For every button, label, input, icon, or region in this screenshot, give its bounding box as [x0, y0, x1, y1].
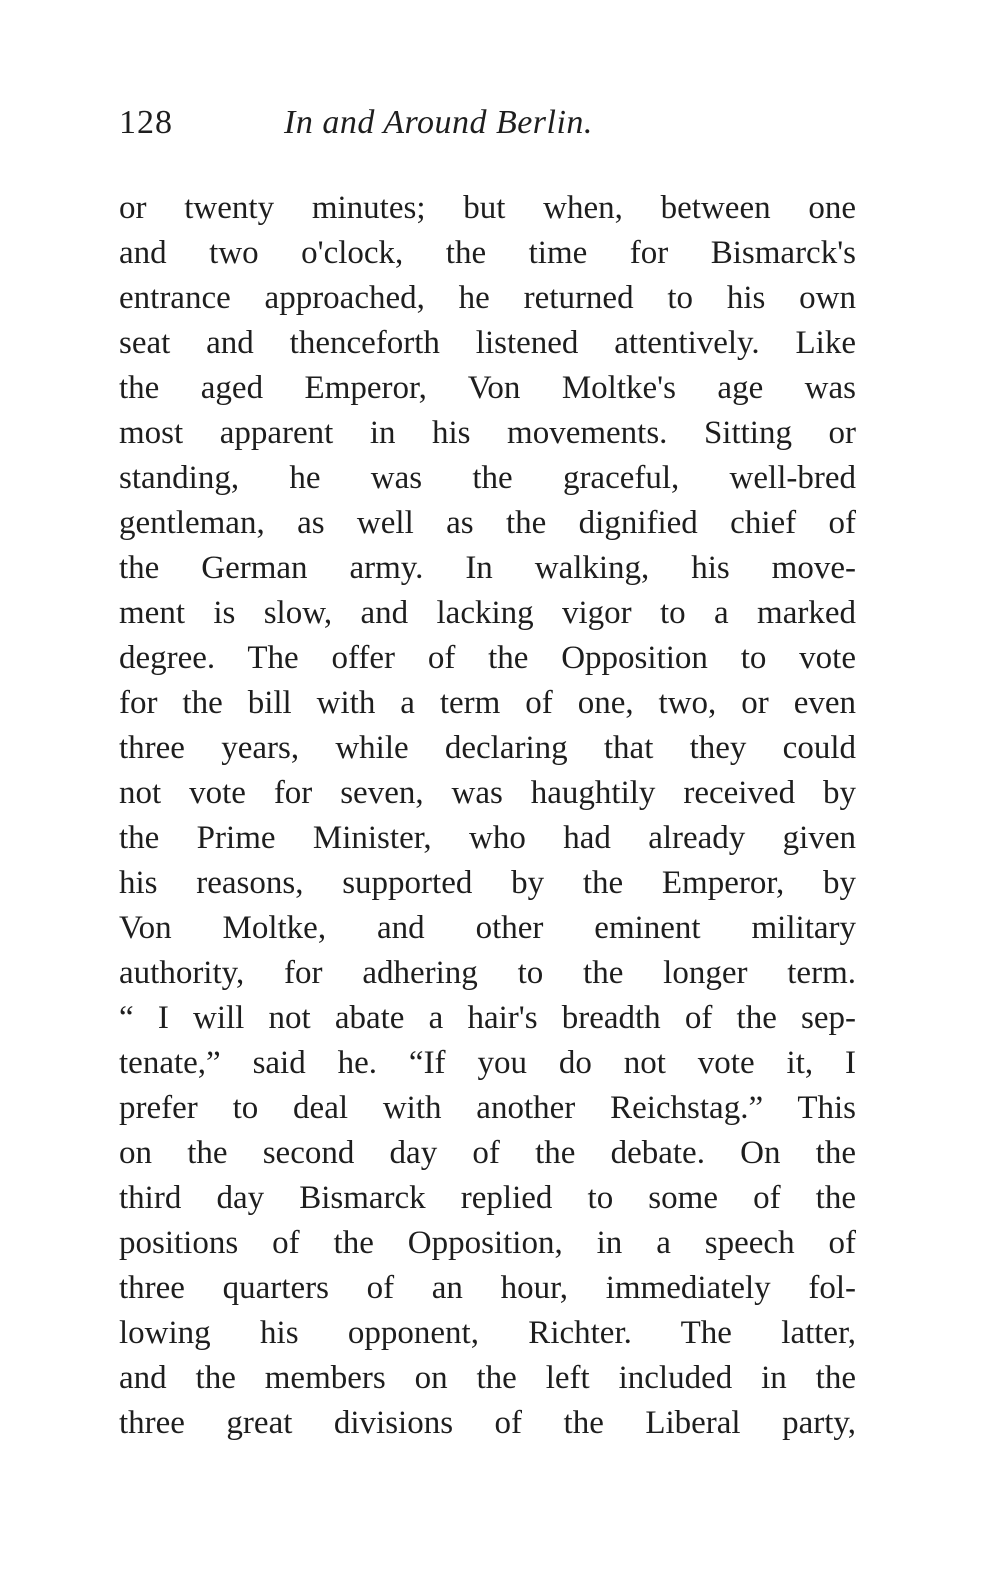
text-line: not vote for seven, was haughtily received by: [119, 775, 856, 811]
text-line: on the second day of the debate. On the: [119, 1135, 856, 1171]
text-line: for the bill with a term of one, two, or even: [119, 685, 856, 721]
text-line: and the members on the left included in the: [119, 1360, 856, 1396]
text-line: the Prime Minister, who had already given: [119, 820, 856, 856]
text-line: third day Bismarck replied to some of the: [119, 1180, 856, 1216]
text-line: entrance approached, he returned to his own: [119, 280, 856, 316]
body-text: [119, 186, 856, 1446]
text-line: three quarters of an hour, immediately fol-: [119, 1270, 856, 1306]
text-line: the German army. In walking, his move-: [119, 550, 856, 586]
text-line: or twenty minutes; but when, between one: [119, 190, 856, 226]
text-line: lowing his opponent, Richter. The latter,: [119, 1315, 856, 1351]
text-line: standing, he was the graceful, well-bred: [119, 460, 856, 496]
text-line: and two o'clock, the time for Bismarck's: [119, 235, 856, 271]
text-line: most apparent in his movements. Sitting or: [119, 415, 856, 451]
text-line: three great divisions of the Liberal party,: [119, 1405, 856, 1441]
text-line: the aged Emperor, Von Moltke's age was: [119, 370, 856, 406]
text-line: three years, while declaring that they could: [119, 730, 856, 766]
text-line: positions of the Opposition, in a speech of: [119, 1225, 856, 1261]
text-line: “ I will not abate a hair's breadth of the sep-: [119, 1000, 856, 1036]
text-line: tenate,” said he. “If you do not vote it, I: [119, 1045, 856, 1081]
running-title: In and Around Berlin.: [284, 104, 593, 141]
page-header: [119, 98, 856, 148]
text-line: authority, for adhering to the longer term.: [119, 955, 856, 991]
text-line: seat and thenceforth listened attentively. Like: [119, 325, 856, 361]
text-line: degree. The offer of the Opposition to vote: [119, 640, 856, 676]
text-line: his reasons, supported by the Emperor, by: [119, 865, 856, 901]
text-line: Von Moltke, and other eminent military: [119, 910, 856, 946]
text-line: gentleman, as well as the dignified chief of: [119, 505, 856, 541]
page-number: 128: [119, 104, 173, 141]
text-line: ment is slow, and lacking vigor to a marked: [119, 595, 856, 631]
text-line: prefer to deal with another Reichstag.” This: [119, 1090, 856, 1126]
